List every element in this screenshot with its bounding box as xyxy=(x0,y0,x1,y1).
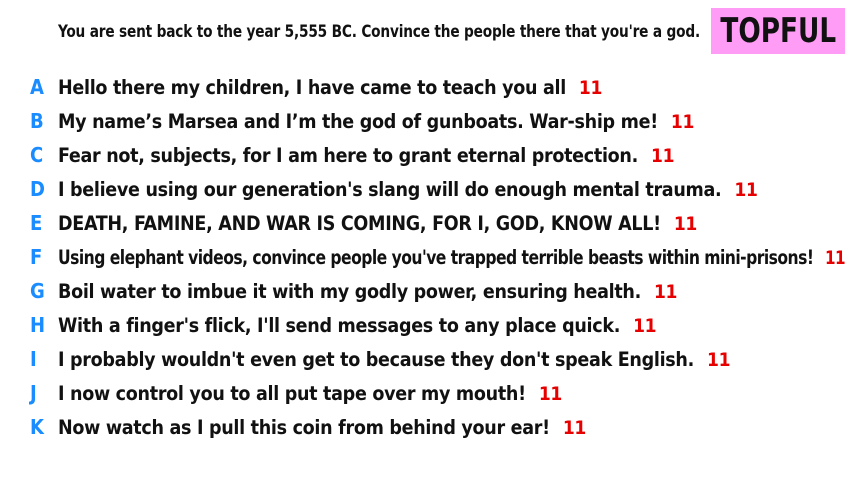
question-prompt: You are sent back to the year 5,555 BC. Convince the people there that you're a god. xyxy=(58,22,701,42)
answer-text: I believe using our generation's slang will do enough mental trauma. xyxy=(58,177,722,201)
answer-text: Boil water to imbue it with my godly power, ensuring health. xyxy=(58,279,641,303)
answer-text-wrap xyxy=(58,110,694,133)
answer-letter: E xyxy=(30,211,43,235)
answer-letter: K xyxy=(30,415,44,439)
answer-text: Fear not, subjects, for I am here to grant eternal protection. xyxy=(58,143,638,167)
answer-text: I now control you to all put tape over my mouth! xyxy=(58,381,526,405)
answer-letter: H xyxy=(30,313,46,337)
answer-letter: J xyxy=(30,381,37,405)
answer-text-wrap xyxy=(58,280,677,303)
answer-text: Now watch as I pull this coin from behind your ear! xyxy=(58,415,550,439)
answer-text-wrap xyxy=(58,348,730,371)
answer-text-wrap xyxy=(58,246,845,269)
answer-score: 11 xyxy=(824,246,846,269)
answer-score: 11 xyxy=(707,348,731,371)
answer-text-wrap xyxy=(58,416,586,439)
answer-text-wrap xyxy=(58,178,758,201)
answer-letter: D xyxy=(30,177,45,201)
answer-text: Using elephant videos, convince people you've trapped terrible beasts within mini-prisons! xyxy=(58,245,814,269)
answer-letter: I xyxy=(30,347,37,371)
answer-text-wrap xyxy=(58,212,697,235)
logo-text: TOPFUL xyxy=(720,11,836,51)
answer-letter: C xyxy=(30,143,44,167)
answer-score: 11 xyxy=(673,212,697,235)
answer-text: With a finger's flick, I'll send messages to any place quick. xyxy=(58,313,621,337)
answer-text: My name’s Marsea and I’m the god of gunboats. War-ship me! xyxy=(58,109,658,133)
answer-score: 11 xyxy=(562,416,586,439)
answer-letter: B xyxy=(30,109,44,133)
answer-score: 11 xyxy=(670,110,695,133)
answer-letter: G xyxy=(30,279,45,303)
answer-text-wrap xyxy=(58,76,602,99)
answer-text-wrap xyxy=(58,382,562,405)
answer-score: 11 xyxy=(578,76,603,99)
answer-score: 11 xyxy=(538,382,563,405)
answer-text: DEATH, FAMINE, AND WAR IS COMING, FOR I, GOD, KNOW ALL! xyxy=(58,211,661,235)
answer-score: 11 xyxy=(734,178,758,201)
answer-score: 11 xyxy=(653,280,678,303)
answer-letter: A xyxy=(30,75,44,99)
answer-letter: F xyxy=(30,245,43,269)
answer-text-wrap xyxy=(58,314,656,337)
topful-logo xyxy=(711,8,845,54)
answer-text: I probably wouldn't even get to because they don't speak English. xyxy=(58,347,694,371)
answer-score: 11 xyxy=(633,314,657,337)
answer-text-wrap xyxy=(58,144,674,167)
answer-text: Hello there my children, I have came to teach you all xyxy=(58,75,566,99)
answer-score: 11 xyxy=(650,144,675,167)
